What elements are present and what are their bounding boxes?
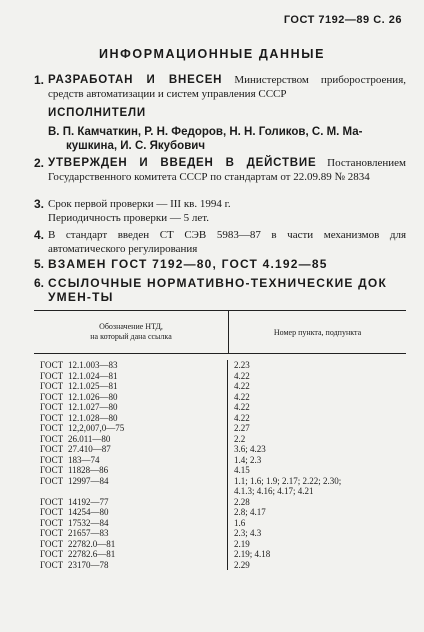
table-row-document	[40, 402, 227, 413]
section-5	[34, 257, 406, 271]
table-row-document	[40, 528, 227, 539]
document-number: 17532—84	[68, 517, 109, 528]
document-prefix: ГОСТ	[40, 528, 64, 538]
section-number: 2.	[34, 156, 45, 170]
document-prefix: ГОСТ	[40, 433, 64, 444]
table-row-clause: 1.4; 2.3	[234, 454, 262, 465]
section-3	[34, 197, 406, 225]
table-row-document	[40, 413, 227, 424]
section-number: 1.	[34, 73, 45, 87]
table-row-clause: 2.19; 4.18	[234, 549, 271, 559]
table-row-document	[40, 434, 227, 445]
section-lead: РАЗРАБОТАН И ВНЕСЕН	[48, 74, 223, 86]
table-row-clause: 4.22	[234, 412, 250, 423]
document-number: 12.1.025—81	[68, 381, 118, 391]
table-row-clause: 2.3; 4.3	[234, 528, 262, 538]
document-prefix: ГОСТ	[40, 423, 64, 433]
section-number: 5.	[34, 257, 45, 271]
document-number: 12997—84	[68, 475, 109, 486]
document-prefix: ГОСТ	[40, 549, 64, 559]
section-text: ССЫЛОЧНЫЕ НОРМАТИВНО-ТЕХНИЧЕСКИЕ ДОКУМЕН-ТЫ	[48, 276, 387, 304]
table-row-document	[40, 518, 227, 529]
table-row-clause: 4.15	[234, 465, 250, 475]
document-number: 183—74	[68, 454, 100, 465]
executors-line: кушкина, И. С. Якубович	[66, 140, 206, 152]
table-row-clause: 2.27	[234, 423, 250, 433]
document-prefix: ГОСТ	[40, 496, 64, 507]
column-documents	[34, 360, 228, 570]
document-prefix: ГОСТ	[40, 402, 64, 412]
section-text: Постановлением Государственного комитета СССР по стандартам от 22.09.89 № 2834	[48, 157, 406, 183]
document-number: 21657—83	[68, 528, 109, 538]
table-row-document	[40, 560, 227, 571]
document-prefix: ГОСТ	[40, 517, 64, 528]
document-number: 12.1.003—83	[68, 360, 118, 370]
section-text: В стандарт введен СТ СЭВ 5983—87 в части механизмов для автоматического регулирования	[48, 229, 406, 255]
table-row-document	[40, 539, 227, 550]
document-number: 14192—77	[68, 496, 109, 507]
document-prefix: ГОСТ	[40, 391, 64, 402]
document-number: 27.410—87	[68, 444, 111, 454]
document-prefix: ГОСТ	[40, 538, 64, 549]
document-number: 26.011—80	[68, 433, 111, 444]
document-prefix: ГОСТ	[40, 465, 64, 475]
table-row-clause: 2.29	[234, 559, 250, 570]
table-row-clause: 3.6; 4.23	[234, 444, 266, 454]
table-row-clause: 1.6	[234, 517, 246, 528]
table-row-clause: 2.28	[234, 496, 250, 507]
table-row-document	[40, 392, 227, 403]
table-row-document	[40, 360, 227, 371]
section-number: 6.	[34, 276, 45, 290]
section-1	[34, 73, 406, 101]
section-lead: УТВЕРЖДЕН И ВВЕДЕН В ДЕЙСТВИЕ	[48, 157, 317, 169]
document-number: 12,2,007,0—75	[68, 423, 125, 433]
table-header	[34, 311, 406, 354]
section-text: ВЗАМЕН ГОСТ 7192—80, ГОСТ 4.192—85	[48, 257, 328, 271]
table-row-clause: 2.2	[234, 433, 246, 444]
document-prefix: ГОСТ	[40, 475, 64, 486]
header-line: Обозначение НТД,	[99, 322, 163, 331]
page-title: ИНФОРМАЦИОННЫЕ ДАННЫЕ	[98, 47, 326, 61]
document-number: 12.1.028—80	[68, 412, 118, 423]
document-prefix: ГОСТ	[40, 454, 64, 465]
document-number: 11828—86	[68, 465, 109, 475]
document-number: 22782.6—81	[68, 549, 116, 559]
table-row-document	[40, 444, 227, 455]
document-number: 14254—80	[68, 507, 109, 517]
header-line: на который дана ссылка	[90, 332, 172, 341]
table-row-clause: 4.22	[234, 381, 250, 391]
table-row-clause: 4.22	[234, 370, 250, 381]
section-text: Министерством приборостроения, средств автоматизации и систем управления СССР	[48, 74, 406, 100]
table-row-document	[40, 507, 227, 518]
column-clauses	[228, 360, 406, 570]
section-6	[34, 276, 406, 304]
table-row-clause: 2.23	[234, 360, 250, 370]
page-header: ГОСТ 7192—89 С. 26	[283, 14, 402, 26]
table-row-document	[40, 381, 227, 392]
document-prefix: ГОСТ	[40, 370, 64, 381]
column-header-document	[34, 311, 229, 353]
table-row-document	[40, 423, 227, 434]
executors-line: В. П. Камчаткин, Р. Н. Федоров, Н. Н. Голиков, С. М. Ма-	[48, 126, 363, 138]
table-row-document	[40, 476, 227, 487]
document-prefix: ГОСТ	[40, 360, 64, 370]
document-number: 23170—78	[68, 559, 109, 570]
table-row-clause: 4.22	[234, 402, 250, 412]
table-row-document	[40, 371, 227, 382]
document-prefix: ГОСТ	[40, 444, 64, 454]
document-prefix	[40, 486, 68, 497]
table-body	[34, 354, 406, 570]
table-row-clause: 2.8; 4.17	[234, 507, 266, 517]
section-2	[34, 156, 406, 184]
section-4	[34, 228, 406, 256]
table-row-document	[40, 486, 227, 497]
references-table	[34, 310, 406, 570]
section-number: 3.	[34, 197, 45, 211]
table-row-document	[40, 455, 227, 466]
document-prefix: ГОСТ	[40, 381, 64, 391]
table-row-document	[40, 549, 227, 560]
document-prefix: ГОСТ	[40, 559, 64, 570]
table-row-clause: 1.1; 1.6; 1.9; 2.17; 2.22; 2.30;	[234, 475, 342, 486]
document-prefix: ГОСТ	[40, 412, 64, 423]
document-number: 12.1.027—80	[68, 402, 118, 412]
section-text: Срок первой проверки — III кв. 1994 г.	[48, 198, 231, 210]
column-header-clause: Номер пункта, подпункта	[273, 327, 362, 337]
table-row-document	[40, 465, 227, 476]
executors-heading: ИСПОЛНИТЕЛИ	[48, 107, 146, 119]
table-row-clause: 4.22	[234, 391, 250, 402]
table-row-document	[40, 497, 227, 508]
table-row-clause: 4.1.3; 4.16; 4.17; 4.21	[234, 486, 314, 496]
section-number: 4.	[34, 228, 45, 242]
table-row-clause: 2.19	[234, 538, 250, 549]
section-text: Периодичность проверки — 5 лет.	[48, 212, 210, 224]
document-number: 12.1.026—80	[68, 391, 118, 402]
document-number: 12.1.024—81	[68, 370, 118, 381]
document-prefix: ГОСТ	[40, 507, 64, 517]
document-number: 22782.0—81	[68, 538, 116, 549]
executors-list	[48, 125, 404, 153]
